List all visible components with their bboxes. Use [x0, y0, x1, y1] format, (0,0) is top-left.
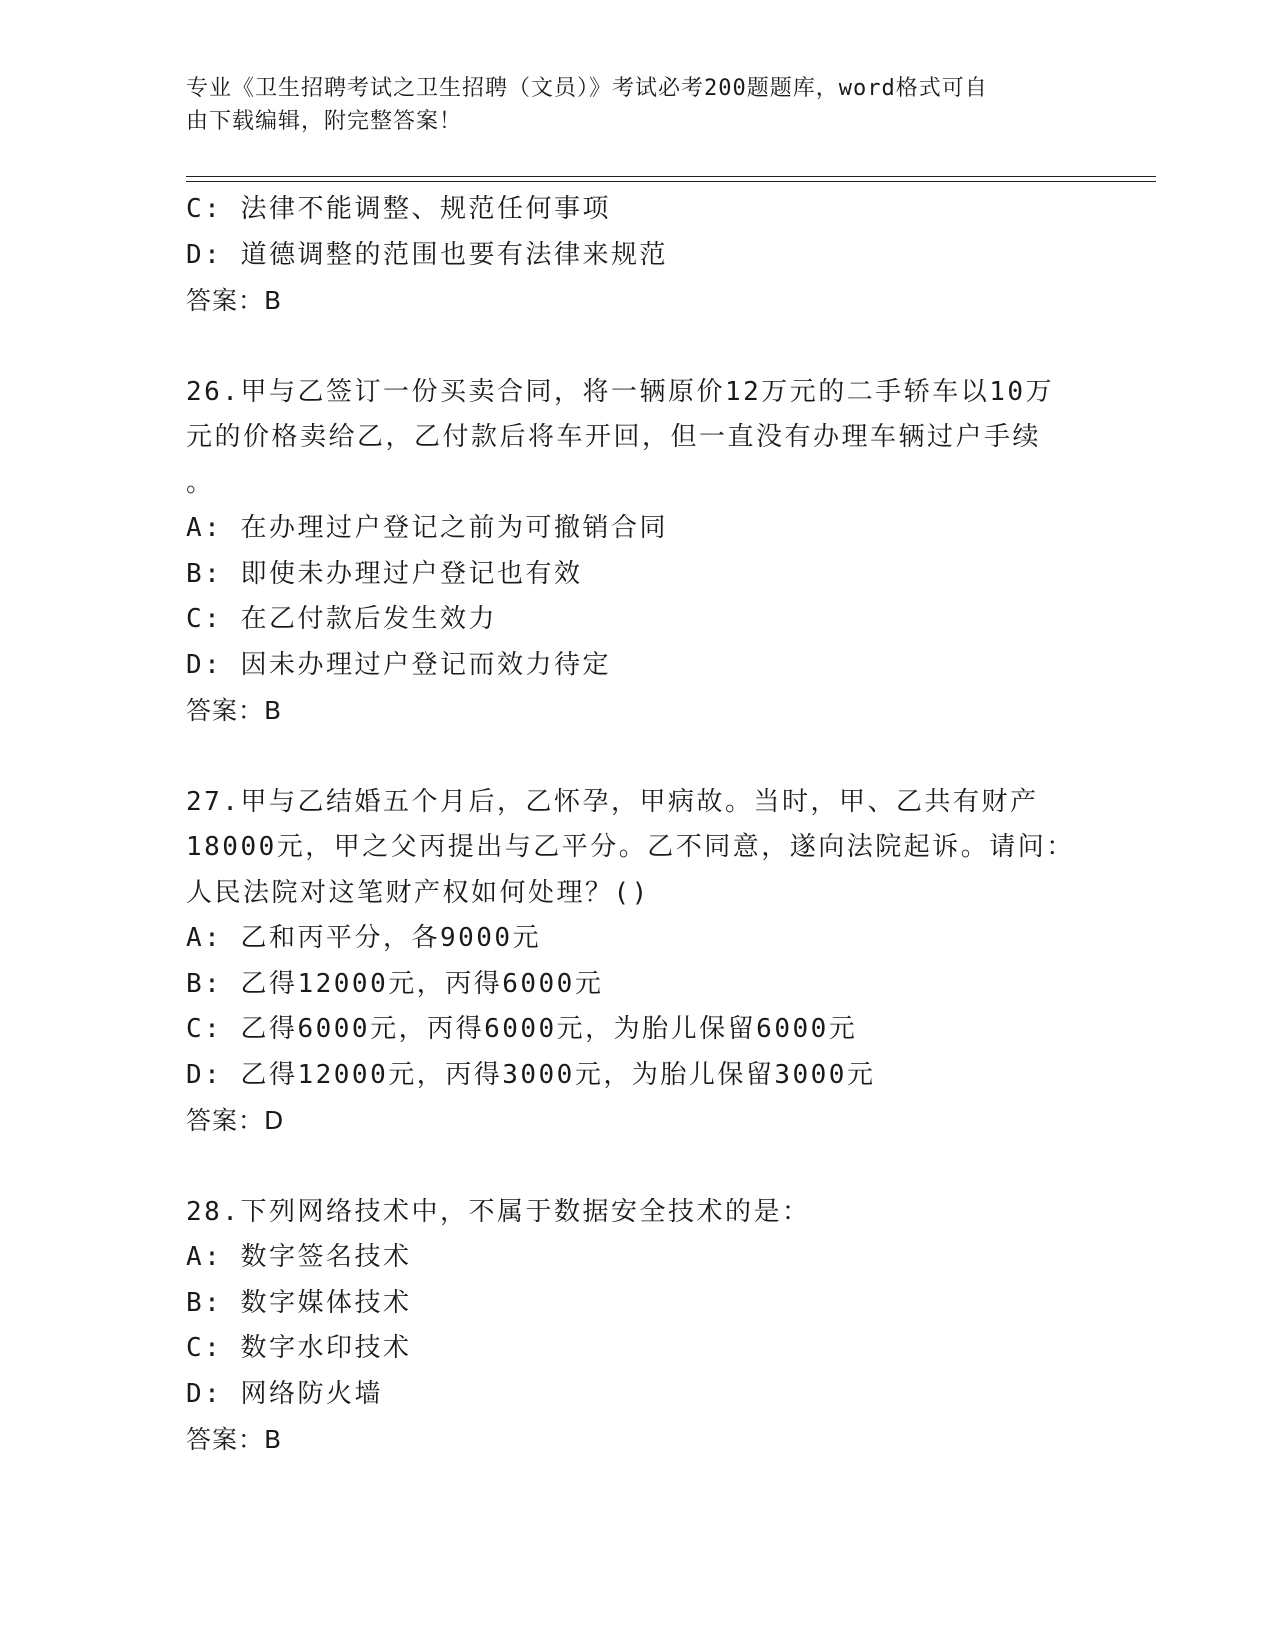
question-26 [186, 370, 1086, 734]
spacer [186, 1144, 1086, 1190]
option-d: D: 乙得12000元，丙得3000元，为胎儿保留3000元 [186, 1059, 876, 1090]
spacer [186, 324, 1086, 370]
option-d: D: 网络防火墙 [186, 1378, 383, 1409]
option-d: D: 因未办理过户登记而效力待定 [186, 649, 611, 680]
question-27 [186, 780, 1086, 1144]
answer-line: 答案：D [186, 1106, 285, 1135]
option-a: A: 乙和丙平分，各9000元 [186, 923, 542, 953]
header-title-line-1: 专业《卫生招聘考试之卫生招聘（文员）》考试必考200题题库，word格式可自 [186, 76, 988, 101]
question-stem-line: 18000元，甲之父丙提出与乙平分。乙不同意，遂向法院起诉。请问： [186, 832, 1075, 862]
option-c: C: 乙得6000元，丙得6000元，为胎儿保留6000元 [186, 1014, 858, 1044]
question-list [186, 187, 1086, 1463]
answer-line: 答案：B [186, 1425, 283, 1454]
question-stem-line: 人民法院对这笔财产权如何处理？() [186, 877, 650, 908]
option-d: D: 道德调整的范围也要有法律来规范 [186, 239, 668, 270]
header-divider-top [186, 176, 1156, 177]
option-a: A: 在办理过户登记之前为可撤销合同 [186, 513, 668, 543]
question-stem-line: 。 [186, 467, 215, 498]
document-header [186, 72, 1066, 138]
option-b: B: 乙得12000元，丙得6000元 [186, 968, 604, 999]
question-stem-line: 元的价格卖给乙，乙付款后将车开回，但一直没有办理车辆过户手续 [186, 422, 1042, 452]
option-a: A: 数字签名技术 [186, 1242, 412, 1272]
header-divider-bottom [186, 181, 1156, 182]
question-28 [186, 1190, 1086, 1463]
option-c: C: 法律不能调整、规范任何事项 [186, 194, 611, 224]
option-c: C: 数字水印技术 [186, 1333, 412, 1363]
option-b: B: 即使未办理过户登记也有效 [186, 558, 583, 589]
header-title-line-2: 由下载编辑，附完整答案！ [186, 109, 463, 134]
answer-line: 答案：B [186, 286, 283, 315]
option-b: B: 数字媒体技术 [186, 1287, 412, 1318]
question-fragment [186, 187, 1086, 324]
spacer [186, 734, 1086, 780]
question-stem-line: 26.甲与乙签订一份买卖合同，将一辆原价12万元的二手轿车以10万 [186, 376, 1055, 407]
answer-line: 答案：B [186, 696, 283, 725]
question-stem-line: 28.下列网络技术中，不属于数据安全技术的是： [186, 1196, 811, 1227]
option-c: C: 在乙付款后发生效力 [186, 604, 497, 634]
question-stem-line: 27.甲与乙结婚五个月后，乙怀孕，甲病故。当时，甲、乙共有财产 [186, 786, 1039, 817]
